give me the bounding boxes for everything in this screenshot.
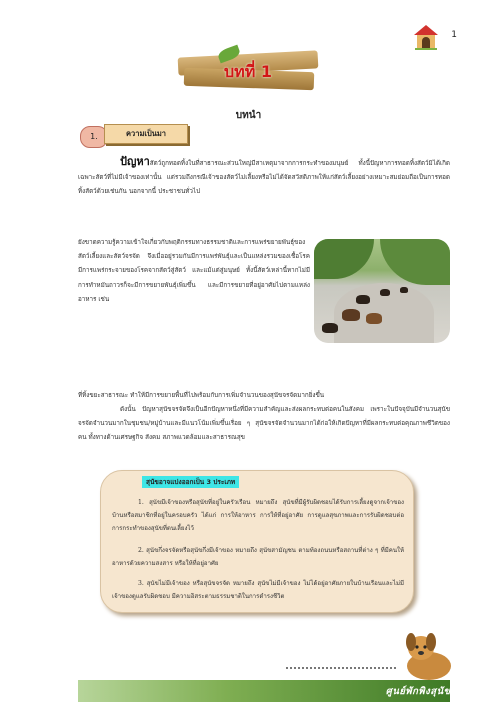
footer-title: ศูนย์พักพิงสุนัขจรจัด	[385, 686, 475, 697]
stray-dogs-photo	[314, 239, 450, 343]
dog-illustration	[399, 628, 457, 682]
box-item: 3. สุนัขไม่มีเจ้าของ หรือสุนัขจรจัด หมายถึง สุนัขไม่มีเจ้าของ ไม่ได้อยู่อาศัยภายในบ้านเรือนและไม่มีเจ้าของดูแลรับผิดชอบ มีความอิสระตามธรรมชาติในการดำรงชีวิต	[112, 580, 404, 600]
lead-word: ปัญหา	[120, 155, 150, 168]
intro-heading: บทนำ	[235, 110, 262, 121]
doghouse-icon	[413, 24, 439, 50]
paragraph-1	[78, 155, 450, 200]
paragraph-2-continuation: ที่ทิ้งขยะสาธารณะ ทำให้มีการขยายพื้นที่ไปพร้อมกับการเพิ่มจำนวนของสุนัขจรจัดมากยิ่งขึ้น	[78, 392, 325, 399]
page-number: 1	[451, 30, 457, 40]
paragraph-2: ยังขาดความรู้ความเข้าใจเกี่ยวกับพฤติกรรมทางธรรมชาติและการแพร่ขยายพันธุ์ของสัตว์เลี้ยงและสัตว์จรจัด จึงเมื่ออยู่รวมกันมีการแพร่พันธุ์และเป็นแหล่งรวมของเชื้อโรค มีการแพร่กระจายของโรคจากสัตว์สู่สัตว์ และแม้แต่สู่มนุษย์ ทั้งนี้สัตว์เหล่านี้หากไม่มีการทำหมันถาวรก็จะมีการขยายพันธุ์เพิ่มขึ้น และมีการขยายที่อยู่อาศัยไปตามแหล่งอาหาร เช่น	[78, 239, 310, 303]
box-item: 2. สุนัขกึ่งจรจัดหรือสุนัขกึ่งมีเจ้าของ หมายถึง สุนัขสามัญชน ตามท้องถนนหรือสถานที่ต่าง ๆ ที่มีคนให้อาหารด้วยความสงสาร หรือให้ที่อยู่อาศัย	[112, 547, 404, 567]
paragraph-1-text: สัตว์ถูกทอดทิ้งในที่สาธารณะส่วนใหญ่มีสาเหตุมาจากการกระทำของมนุษย์ ทั้งนี้ปัญหาการทอดทิ้งสัตว์มิได้เกิดเฉพาะสัตว์ที่ไม่มีเจ้าของเท่านั้น แต่รวมถึงกรณีเจ้าของสัตว์ไม่เลี้ยงหรือไม่ได้จัดสวัสดิภาพให้แก่สัตว์เลี้ยงอย่างเหมาะสมย่อมถือเป็นการทอดทิ้งสัตว์ด้วยเช่นกัน นอกจากนี้ ประชาชนทั่วไป	[78, 160, 450, 196]
chapter-banner	[178, 50, 318, 94]
footer-divider	[286, 667, 396, 669]
box-title: สุนัขอาจแบ่งออกเป็น 3 ประเภท	[142, 476, 239, 488]
section-title: ความเป็นมา	[104, 124, 188, 144]
chapter-title: บทที่ 1	[224, 62, 272, 81]
box-item: 1. สุนัขมีเจ้าของหรือสุนัขที่อยู่ในครัวเรือน หมายถึง สุนัขที่มีผู้รับผิดชอบได้รับการเลี้ยงดูจากเจ้าของบ้านหรือสมาชิกที่อยู่ในครอบครัว ได้แก่ การให้อาหาร การให้ที่อยู่อาศัย การดูแลสุขภาพและการรับผิดชอบต่อการกระทำของสุนัขที่ตนเลี้ยงไว้	[112, 499, 404, 532]
paragraph-3: ดังนั้น ปัญหาสุนัขจรจัดจึงเป็นอีกปัญหาหนึ่งที่มีความสำคัญและส่งผลกระทบต่อคนในสังคม เพราะในปัจจุบันมีจำนวนสุนัขจรจัดจำนวนมากในชุมชน/หมู่บ้านและมีแนวโน้มเพิ่มขึ้นเรื่อย ๆ สุนัขจรจัดจำนวนมากได้ก่อให้เกิดปัญหาที่มีผลกระทบต่อคุณภาพชีวิตของคน ทั้งทางด้านเศรษฐกิจ สังคม สภาพแวดล้อมและสาธารณสุข	[78, 406, 450, 442]
section-number: 1.	[80, 126, 108, 148]
